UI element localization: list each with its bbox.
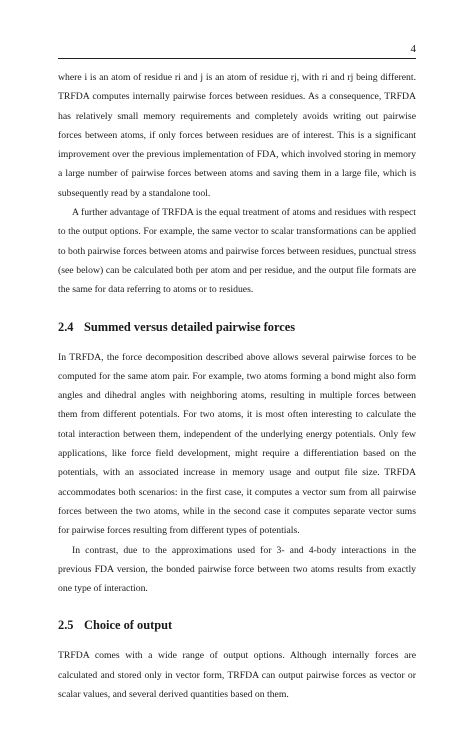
section-heading-2-4 [58, 319, 416, 335]
paragraph: where i is an atom of residue ri and j is an atom of residue rj, with ri and rj being different. TRFDA computes internally pairwise forces between residues. As a consequence, TRFDA has relatively small memory requirements and completely avoids writing out pairwise forces between atoms, if only forces between residues are of interest. This is a significant improvement over the previous implementation of FDA, which involved storing in memory a large number of pairwise forces between atoms and saving them in a large file, which is subsequently read by a standalone tool. [58, 72, 416, 199]
section-title: Choice of output [84, 618, 173, 633]
page-header [58, 40, 416, 59]
section-number: 2.4 [58, 319, 74, 334]
page-body [58, 68, 416, 704]
page-number: 4 [410, 43, 416, 55]
section-heading-2-5 [58, 617, 416, 633]
section-title: Summed versus detailed pairwise forces [84, 319, 296, 334]
section-number: 2.5 [58, 618, 74, 633]
paragraph: A further advantage of TRFDA is the equal treatment of atoms and residues with respect to the output options. For example, the same vector to scalar transformations can be applied to both pairwise forces between atoms and pairwise forces between residues, punctual stress (see below) can be calculated both per atom and per residue, and the output file formats are the same for data referring to atoms or to residues. [58, 207, 416, 296]
paragraph: In contrast, due to the approximations used for 3- and 4-body interactions in the previous FDA version, the bonded pairwise force between two atoms results from exactly one type of interaction. [58, 544, 416, 595]
paragraph: TRFDA comes with a wide range of output options. Although internally forces are calculated and stored only in vector form, TRFDA can output pairwise forces as vector or scalar values, and several derived quantities based on them. [58, 650, 416, 701]
paragraph: In TRFDA, the force decomposition described above allows several pairwise forces to be computed for the same atom pair. For example, two atoms forming a bond might also form angles and dihedral angles with neighboring atoms, resulting in multiple forces between them from different potentials. For two atoms, it is most often interesting to calculate the total interaction between them, independent of the underlying energy potentials. Only few applications, like force field development, might require a differentiation based on the potentials, with an associated increase in memory usage and output file size. TRFDA accommodates both scenarios: in the first case, it computes a vector sum from all pairwise forces between the two atoms, while in the second case it computes separate vector sums for pairwise forces resulting from different types of potentials. [58, 351, 416, 537]
